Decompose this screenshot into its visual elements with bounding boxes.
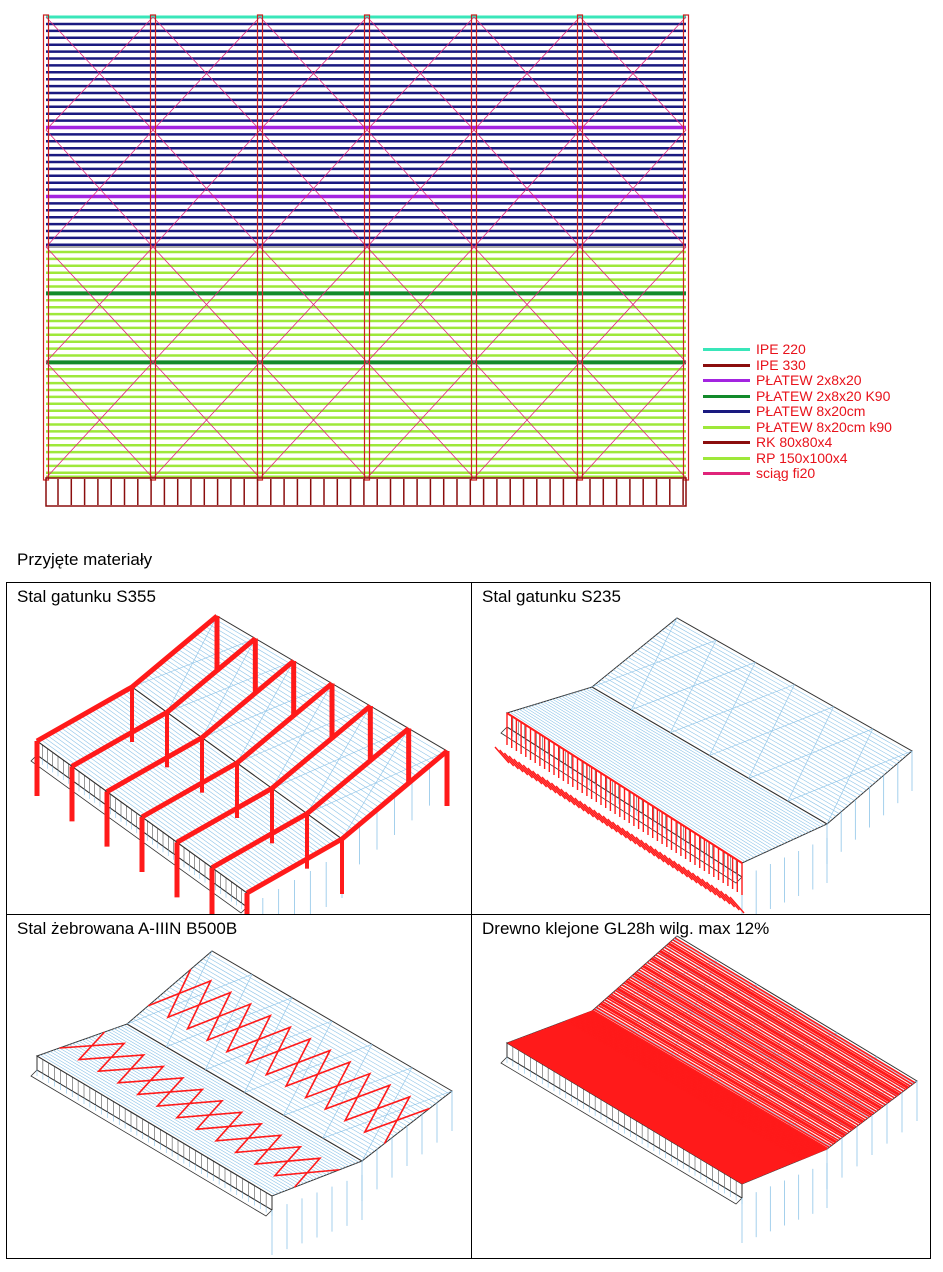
purlin-wire xyxy=(79,1041,314,1180)
materials-heading: Przyjęte materiały xyxy=(17,550,153,569)
purlin-wire xyxy=(185,974,423,1113)
brace-wire xyxy=(670,640,716,733)
materials-table xyxy=(6,582,931,1259)
purlin-wire xyxy=(531,706,766,852)
eave-beam xyxy=(507,713,742,863)
brace-wire xyxy=(631,618,677,710)
gl28h-figure xyxy=(472,915,930,1258)
purlin-wire xyxy=(194,967,433,1106)
purlin-wire xyxy=(188,972,427,1111)
purlin-wire xyxy=(519,709,754,857)
purlin-bands xyxy=(46,17,686,477)
steel-frames-s355 xyxy=(37,616,447,914)
section-legend xyxy=(700,341,940,481)
legend-item xyxy=(700,465,940,481)
purlin-wire xyxy=(197,964,436,1103)
brace-wire xyxy=(307,751,447,814)
legend-swatch xyxy=(703,395,750,398)
legend-label: PŁATEW 2x8x20 xyxy=(756,372,862,388)
purlin-wire xyxy=(209,954,449,1094)
material-title: Drewno klejone GL28h wilg. max 12% xyxy=(482,919,770,938)
legend-swatch xyxy=(703,457,750,460)
legend-swatch xyxy=(703,426,750,429)
material-cell-s235 xyxy=(472,583,930,914)
purlin-wire xyxy=(525,707,760,854)
purlin-wire xyxy=(92,1037,327,1175)
material-title: Stal żebrowana A-IIIN B500B xyxy=(17,919,238,938)
legend-item xyxy=(700,403,940,419)
b500b-figure xyxy=(7,915,471,1258)
legend-swatch xyxy=(703,472,750,475)
purlin-wire xyxy=(200,961,439,1101)
legend-swatch xyxy=(703,379,750,382)
brace-wire xyxy=(205,974,252,1069)
roof-plane-far xyxy=(592,618,912,824)
purlin-wire xyxy=(176,982,414,1121)
material-title: Stal gatunku S355 xyxy=(17,587,156,606)
material-cell-s355 xyxy=(7,583,471,914)
brace-wire xyxy=(202,639,255,738)
legend-label: RP 150x100x4 xyxy=(756,449,848,466)
legend-item xyxy=(700,341,940,357)
glulam-purlins xyxy=(507,938,915,1184)
brace-wire xyxy=(323,1044,372,1138)
building-model xyxy=(31,951,452,1255)
brace-wire xyxy=(166,951,212,1047)
purlin-wire xyxy=(50,1051,285,1191)
s355-figure xyxy=(7,583,471,914)
s235-figure xyxy=(472,583,930,914)
legend-item xyxy=(700,450,940,466)
material-title: Stal gatunku S235 xyxy=(482,587,621,606)
purlin-wire xyxy=(101,1033,336,1171)
legend-item xyxy=(700,419,940,435)
legend-swatch xyxy=(703,348,750,351)
purlin-wire xyxy=(108,1031,343,1169)
base-strip xyxy=(46,478,686,506)
purlin-wire xyxy=(82,1040,317,1179)
brace-wire xyxy=(788,707,834,802)
portal-frame xyxy=(247,751,447,893)
brace-wire xyxy=(245,998,293,1093)
legend-item xyxy=(700,357,940,373)
brace-wire xyxy=(362,1068,412,1161)
legend-label: IPE 330 xyxy=(756,356,806,373)
legend-swatch xyxy=(703,410,750,413)
legend-item xyxy=(700,372,940,388)
legend-label: IPE 220 xyxy=(756,341,806,357)
brace-wire xyxy=(237,661,294,763)
brace-wire xyxy=(827,729,873,824)
legend-item xyxy=(700,388,940,404)
brace-wire xyxy=(284,1021,332,1115)
material-cell-gl28h xyxy=(472,915,930,1258)
legend-label: PŁATEW 2x8x20 K90 xyxy=(756,387,891,404)
brace-wire xyxy=(710,662,756,755)
portal-frame xyxy=(37,616,217,741)
material-cell-b500b xyxy=(7,915,471,1258)
building-model xyxy=(501,618,912,914)
legend-label: RK 80x80x4 xyxy=(756,434,833,450)
legend-label: PŁATEW 8x20cm k90 xyxy=(756,418,892,435)
legend-label: sciąg fi20 xyxy=(756,465,816,481)
legend-swatch xyxy=(703,441,750,444)
legend-item xyxy=(700,434,940,450)
purlin-wire xyxy=(43,1054,278,1194)
legend-label: PŁATEW 8x20cm xyxy=(756,403,866,419)
purlin-wire xyxy=(47,1053,282,1193)
legend-swatch xyxy=(703,364,750,367)
brace-wire xyxy=(749,685,795,779)
